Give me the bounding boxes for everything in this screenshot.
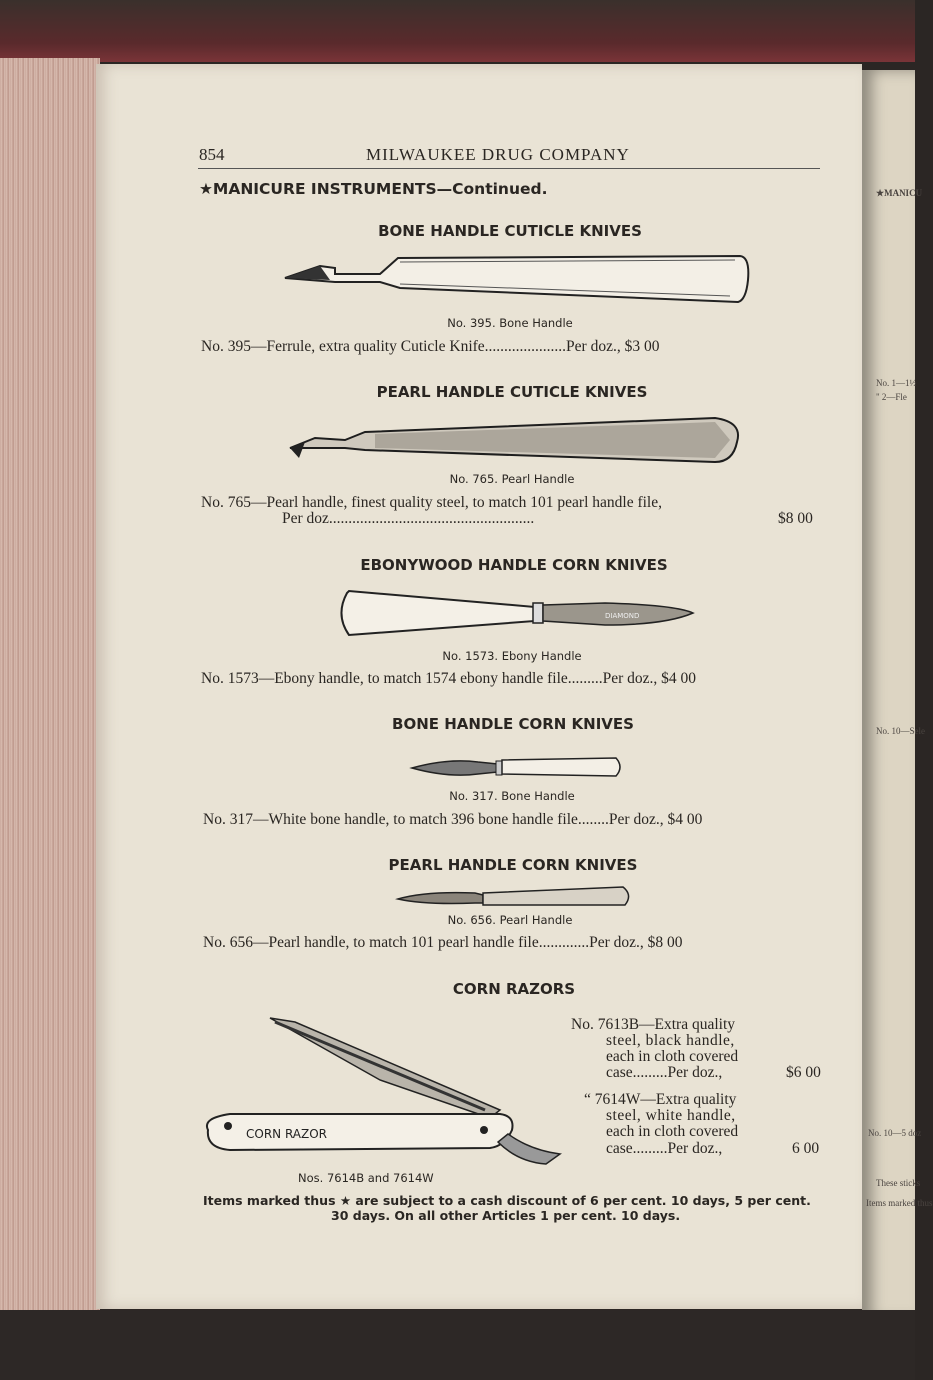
facing-page-text-d: No. 10—5 doz [868,1128,922,1138]
facing-page-text-c: No. 10—Sele [876,726,925,736]
price-line-656: No. 656—Pearl handle, to match 101 pearl handle file.............Per doz., $8 00 [203,934,683,951]
heading-ebonywood-corn-knives: EBONYWOOD HANDLE CORN KNIVES [360,556,668,574]
price-line-765: No. 765—Pearl handle, finest quality steel, to match 101 pearl handle file, [201,494,662,511]
footer-discount-line2: 30 days. On all other Articles 1 per cent. 10 days. [331,1208,681,1223]
footer-discount-line1: Items marked thus ★ are subject to a cash discount of 6 per cent. 10 days, 5 per cent. [203,1193,811,1208]
facing-page-text-e: These sticks [876,1178,921,1188]
razor-7614w-line2: steel, white handle, [606,1107,736,1124]
page-number: 854 [199,145,225,164]
header-rule [198,168,820,169]
facing-page-head: ★MANICU [876,188,923,198]
razor-7613b-line4: case.........Per doz., [606,1064,723,1081]
book-cover-top [0,0,915,62]
corn-razor-blade-mark: CORN RAZOR [246,1127,328,1141]
price-line-395: No. 395—Ferrule, extra quality Cuticle Knife.....................Per doz., $3 00 [201,338,660,355]
pearl-cuticle-knife-illustration [285,410,745,470]
corn-razor-illustration [200,1010,570,1170]
razor-7614w-line1: “ 7614W—Extra quality [584,1091,737,1108]
heading-bone-cuticle-knives: BONE HANDLE CUTICLE KNIVES [378,222,642,240]
razor-7614w-line4: case.........Per doz., [606,1140,723,1157]
facing-page-text-f: Items marked thus [866,1198,933,1208]
ebony-corn-knife-illustration [335,585,700,643]
razor-7614w-line3: each in cloth covered [606,1123,739,1140]
heading-corn-razors: CORN RAZORS [452,980,576,998]
facing-page-text-b: " 2—Fle [876,392,907,402]
svg-text:DIAMOND: DIAMOND [605,612,640,620]
heading-pearl-cuticle-knives: PEARL HANDLE CUTICLE KNIVES [376,383,648,401]
running-head: MILWAUKEE DRUG COMPANY [366,145,630,164]
caption-1573: No. 1573. Ebony Handle [442,649,582,663]
price-765: $8 00 [778,510,813,527]
caption-765: No. 765. Pearl Handle [449,472,575,486]
bone-cuticle-knife-illustration [280,250,750,310]
book-cover-bottom [0,1310,915,1380]
razor-7613b-line2: steel, black handle, [606,1032,735,1049]
heading-bone-corn-knives: BONE HANDLE CORN KNIVES [392,715,634,733]
facing-page-text-a: No. 1—1½ [876,378,917,388]
caption-656: No. 656. Pearl Handle [447,913,573,927]
razor-7613b-line1: No. 7613B—Extra quality [571,1016,736,1033]
price-line-317: No. 317—White bone handle, to match 396 bone handle file........Per doz., $4 00 [203,811,703,828]
heading-pearl-corn-knives: PEARL HANDLE CORN KNIVES [388,856,638,874]
razor-7613b-line3: each in cloth covered [606,1048,739,1065]
section-title: ★MANICURE INSTRUMENTS—Continued. [199,180,548,198]
caption-395: No. 395. Bone Handle [447,316,573,330]
facing-page-edge [862,70,933,1320]
razor-7614w-price: 6 00 [792,1140,820,1157]
price-line-1573: No. 1573—Ebony handle, to match 1574 ebony handle file.........Per doz., $4 00 [201,670,697,687]
caption-7614: Nos. 7614B and 7614W [298,1171,434,1185]
price-line-765-b: Per doz..................................................... [282,510,535,527]
page-edges [0,58,100,1313]
caption-317: No. 317. Bone Handle [449,789,575,803]
razor-7613b-price: $6 00 [786,1064,821,1081]
pearl-corn-knife-illustration [395,883,635,911]
bone-corn-knife-illustration [408,752,628,782]
